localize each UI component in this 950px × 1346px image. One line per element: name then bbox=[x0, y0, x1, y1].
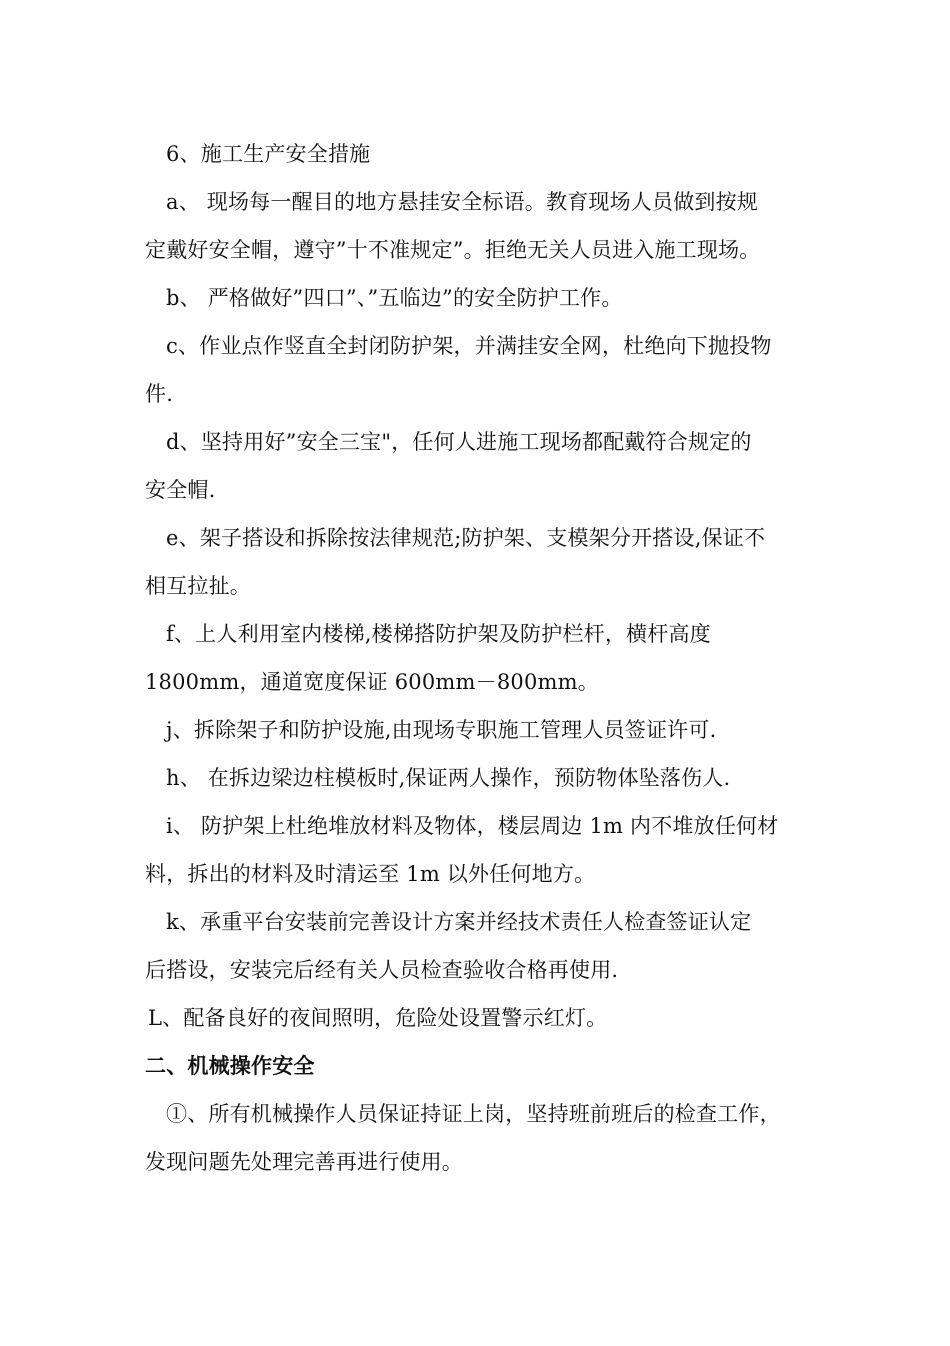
section-heading-machinery: 二、机械操作安全 bbox=[145, 1053, 315, 1078]
paragraph-line: c、作业点作竖直全封闭防护架，并满挂安全网，杜绝向下抛投物 bbox=[166, 334, 772, 358]
paragraph-line: j、拆除架子和防护设施,由现场专职施工管理人员签证许可. bbox=[166, 718, 717, 742]
paragraph-line: h、 在拆边梁边柱模板时,保证两人操作，预防物体坠落伤人. bbox=[166, 766, 731, 790]
paragraph-line: L、配备良好的夜间照明，危险处设置警示红灯。 bbox=[148, 1006, 608, 1030]
paragraph-line: i、 防护架上杜绝堆放材料及物体，楼层周边 1m 内不堆放任何材 bbox=[166, 814, 779, 838]
paragraph-line: 料，拆出的材料及时清运至 1m 以外任何地方。 bbox=[145, 862, 596, 886]
paragraph-line: 定戴好安全帽，遵守”十不准规定”。拒绝无关人员进入施工现场。 bbox=[145, 238, 761, 262]
paragraph-line: 件. bbox=[145, 382, 174, 406]
paragraph-line: b、 严格做好”四口”、”五临边”的安全防护工作。 bbox=[166, 286, 623, 310]
paragraph-line: ①、所有机械操作人员保证持证上岗，坚持班前班后的检查工作， bbox=[166, 1102, 781, 1126]
paragraph-line: 发现问题先处理完善再进行使用。 bbox=[145, 1150, 463, 1174]
paragraph-line: e、架子搭设和拆除按法律规范;防护架、支模架分开搭设,保证不 bbox=[166, 526, 766, 550]
paragraph-line: 安全帽. bbox=[145, 478, 216, 502]
paragraph-line: 相互拉扯。 bbox=[145, 574, 251, 598]
paragraph-line: d、坚持用好”安全三宝"，任何人进施工现场都配戴符合规定的 bbox=[166, 430, 752, 454]
paragraph-line: 1800mm，通道宽度保证 600mm－800mm。 bbox=[145, 670, 599, 694]
paragraph-line: k、承重平台安装前完善设计方案并经技术责任人检查签证认定 bbox=[166, 910, 752, 934]
section-heading-6: 6、施工生产安全措施 bbox=[166, 142, 371, 166]
paragraph-line: f、上人利用室内楼梯,楼梯搭防护架及防护栏杆，横杆高度 bbox=[166, 622, 711, 646]
paragraph-line: a、 现场每一醒目的地方悬挂安全标语。教育现场人员做到按规 bbox=[166, 190, 758, 214]
paragraph-line: 后搭设，安装完后经有关人员检查验收合格再使用. bbox=[145, 958, 619, 982]
